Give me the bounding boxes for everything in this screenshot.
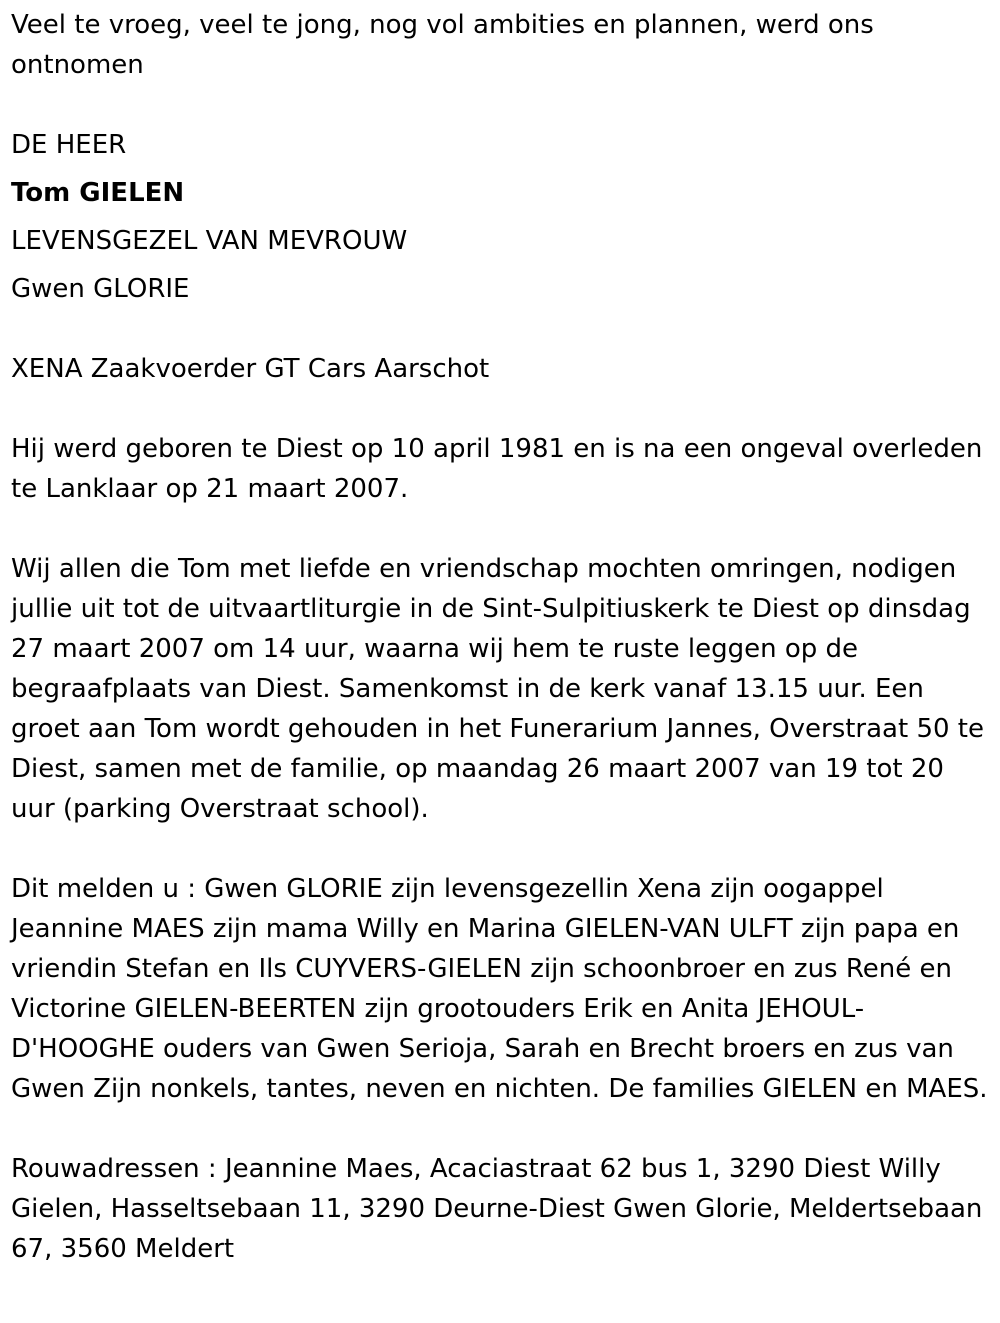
spacer [11,165,993,173]
spacer [11,1109,993,1149]
spacer [11,261,993,269]
spacer [11,389,993,429]
spacer [11,309,993,349]
intro-text: Veel te vroeg, veel te jong, nog vol ambities en plannen, werd ons ontnomen [11,10,874,80]
announcers-text: Dit melden u : Gwen GLORIE zijn levensgezellin Xena zijn oogappel Jeannine MAES zijn mama Willy en Marina GIELEN-VAN ULFT zijn papa en vriendin Stefan en Ils CUYVERS-GIELEN zijn schoonbroer en zus René en Victorine GIELEN-BEERTEN zijn grootouders Erik en Anita JEHOUL-D'HOOGHE ouders van Gwen Serioja, Sarah en Brecht broers en zus van Gwen Zijn nonkels, tantes, neven en nichten. De families GIELEN en MAES. [11,874,988,1104]
addresses-text: Rouwadressen : Jeannine Maes, Acaciastraat 62 bus 1, 3290 Diest Willy Gielen, Hasseltsebaan 11, 3290 Deurne-Diest Gwen Glorie, Meldertsebaan 67, 3560 Meldert [11,1154,983,1264]
spacer [11,509,993,549]
spacer [11,85,993,125]
relation-text: LEVENSGEZEL VAN MEVROUW [11,226,408,256]
role-text: XENA Zaakvoerder GT Cars Aarschot [11,354,490,384]
spacer [11,213,993,221]
birth-death-text: Hij werd geboren te Diest op 10 april 1981 en is na een ongeval overleden te Lanklaar op 21 maart 2007. [11,434,983,504]
title-prefix: DE HEER [11,130,127,160]
spacer [11,829,993,869]
invitation-text: Wij allen die Tom met liefde en vriendschap mochten omringen, nodigen jullie uit tot de uitvaartliturgie in de Sint-Sulpitiuskerk te Diest op dinsdag 27 maart 2007 om 14 uur, waarna wij hem te ruste leggen op de begraafplaats van Diest. Samenkomst in de kerk vanaf 13.15 uur. Een groet aan Tom wordt gehouden in het Funerarium Jannes, Overstraat 50 te Diest, samen met de familie, op maandag 26 maart 2007 van 19 tot 20 uur (parking Overstraat school). [11,554,984,824]
partner-name: Gwen GLORIE [11,274,190,304]
deceased-name: Tom GIELEN [11,178,185,208]
obituary-document [11,5,993,1269]
